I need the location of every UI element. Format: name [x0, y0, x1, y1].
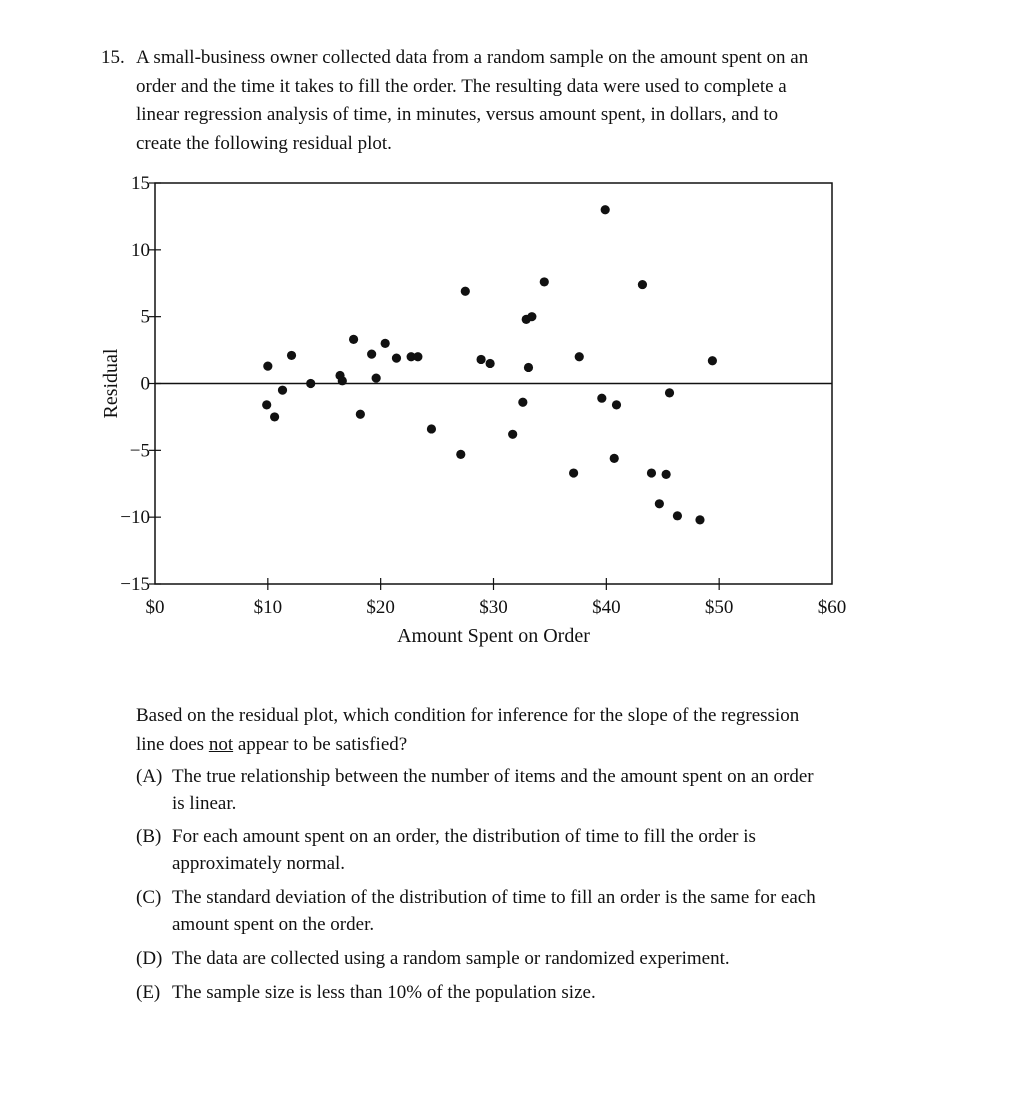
data-point: [349, 335, 358, 344]
data-point: [540, 277, 549, 286]
x-tick-label: $30: [479, 597, 508, 618]
x-tick-label: $40: [592, 597, 621, 618]
choice-letter: (B): [136, 826, 162, 847]
data-point: [601, 205, 610, 214]
prompt-text-after: appear to be satisfied?: [233, 733, 408, 755]
x-tick-label: $50: [704, 597, 734, 618]
data-point: [392, 354, 401, 363]
prompt-underlined-word: not: [208, 733, 234, 755]
choice-letter: (E): [136, 982, 161, 1003]
data-point: [270, 412, 279, 421]
question-prompt: [136, 702, 816, 759]
data-point: [381, 339, 390, 348]
choice-letter: (A): [136, 766, 163, 787]
choice-a[interactable]: [136, 763, 816, 817]
data-point: [597, 394, 606, 403]
y-tick-label: 15: [131, 173, 150, 194]
choice-text: The data are collected using a random sample or randomized experiment.: [172, 948, 730, 969]
choice-d[interactable]: [136, 945, 816, 972]
data-point: [575, 352, 584, 361]
data-point: [456, 450, 465, 459]
data-point: [527, 312, 536, 321]
choice-text: The true relationship between the number of items and the amount spent on an order is linear.: [172, 766, 814, 814]
data-point: [673, 511, 682, 520]
data-point: [413, 352, 422, 361]
data-point: [262, 400, 271, 409]
y-tick-label: 0: [140, 373, 150, 395]
data-point: [518, 398, 527, 407]
x-tick-label: $10: [253, 597, 283, 618]
data-point: [486, 359, 495, 368]
y-tick-label: 5: [140, 306, 150, 328]
data-point: [338, 376, 347, 385]
x-tick-label: $60: [817, 597, 847, 618]
data-point: [612, 400, 621, 409]
data-point: [662, 470, 671, 479]
question-text: A small-business owner collected data from a random sample on the amount spent on an order and the time it takes to fill the order. The resulting data were used to complete a linear regression analysis of time, in minutes, versus amount spent, in dollars, and to create the following residual plot.: [136, 47, 809, 154]
data-point: [356, 410, 365, 419]
data-point: [263, 362, 272, 371]
y-axis-label: Residual: [100, 348, 122, 419]
data-point: [461, 287, 470, 296]
residual-plot: [90, 165, 850, 655]
data-point: [655, 499, 664, 508]
question-number: 15.: [101, 47, 125, 68]
choice-c[interactable]: [136, 884, 816, 938]
data-point: [508, 430, 517, 439]
x-tick-label: $0: [145, 597, 165, 618]
x-tick-label: $20: [366, 597, 395, 618]
data-point: [306, 379, 315, 388]
data-point: [665, 388, 674, 397]
data-point: [708, 356, 717, 365]
data-point: [427, 424, 436, 433]
prompt-text-before: Based on the residual plot, which condition for inference for the slope of the regression line does: [136, 705, 800, 755]
choice-text: For each amount spent on an order, the distribution of time to fill the order is approximately normal.: [172, 826, 756, 874]
choice-b[interactable]: [136, 823, 816, 877]
data-point: [638, 280, 647, 289]
data-point: [476, 355, 485, 364]
choice-letter: (C): [136, 887, 162, 908]
data-point: [524, 363, 533, 372]
choice-text: The standard deviation of the distribution of time to fill an order is the same for each amount spent on the order.: [172, 887, 816, 935]
y-tick-label: −5: [129, 440, 150, 462]
data-point: [647, 468, 656, 477]
data-point: [610, 454, 619, 463]
data-point: [367, 349, 376, 358]
choice-e[interactable]: [136, 979, 816, 1006]
data-point: [287, 351, 296, 360]
x-axis-label: Amount Spent on Order: [397, 625, 590, 647]
data-point: [372, 374, 381, 383]
y-tick-label: −15: [120, 574, 150, 595]
choice-text: The sample size is less than 10% of the population size.: [172, 982, 596, 1003]
data-point: [278, 386, 287, 395]
data-point: [569, 468, 578, 477]
y-tick-label: 10: [131, 239, 150, 261]
data-point: [695, 515, 704, 524]
choice-letter: (D): [136, 948, 163, 969]
y-tick-label: −10: [120, 507, 150, 529]
